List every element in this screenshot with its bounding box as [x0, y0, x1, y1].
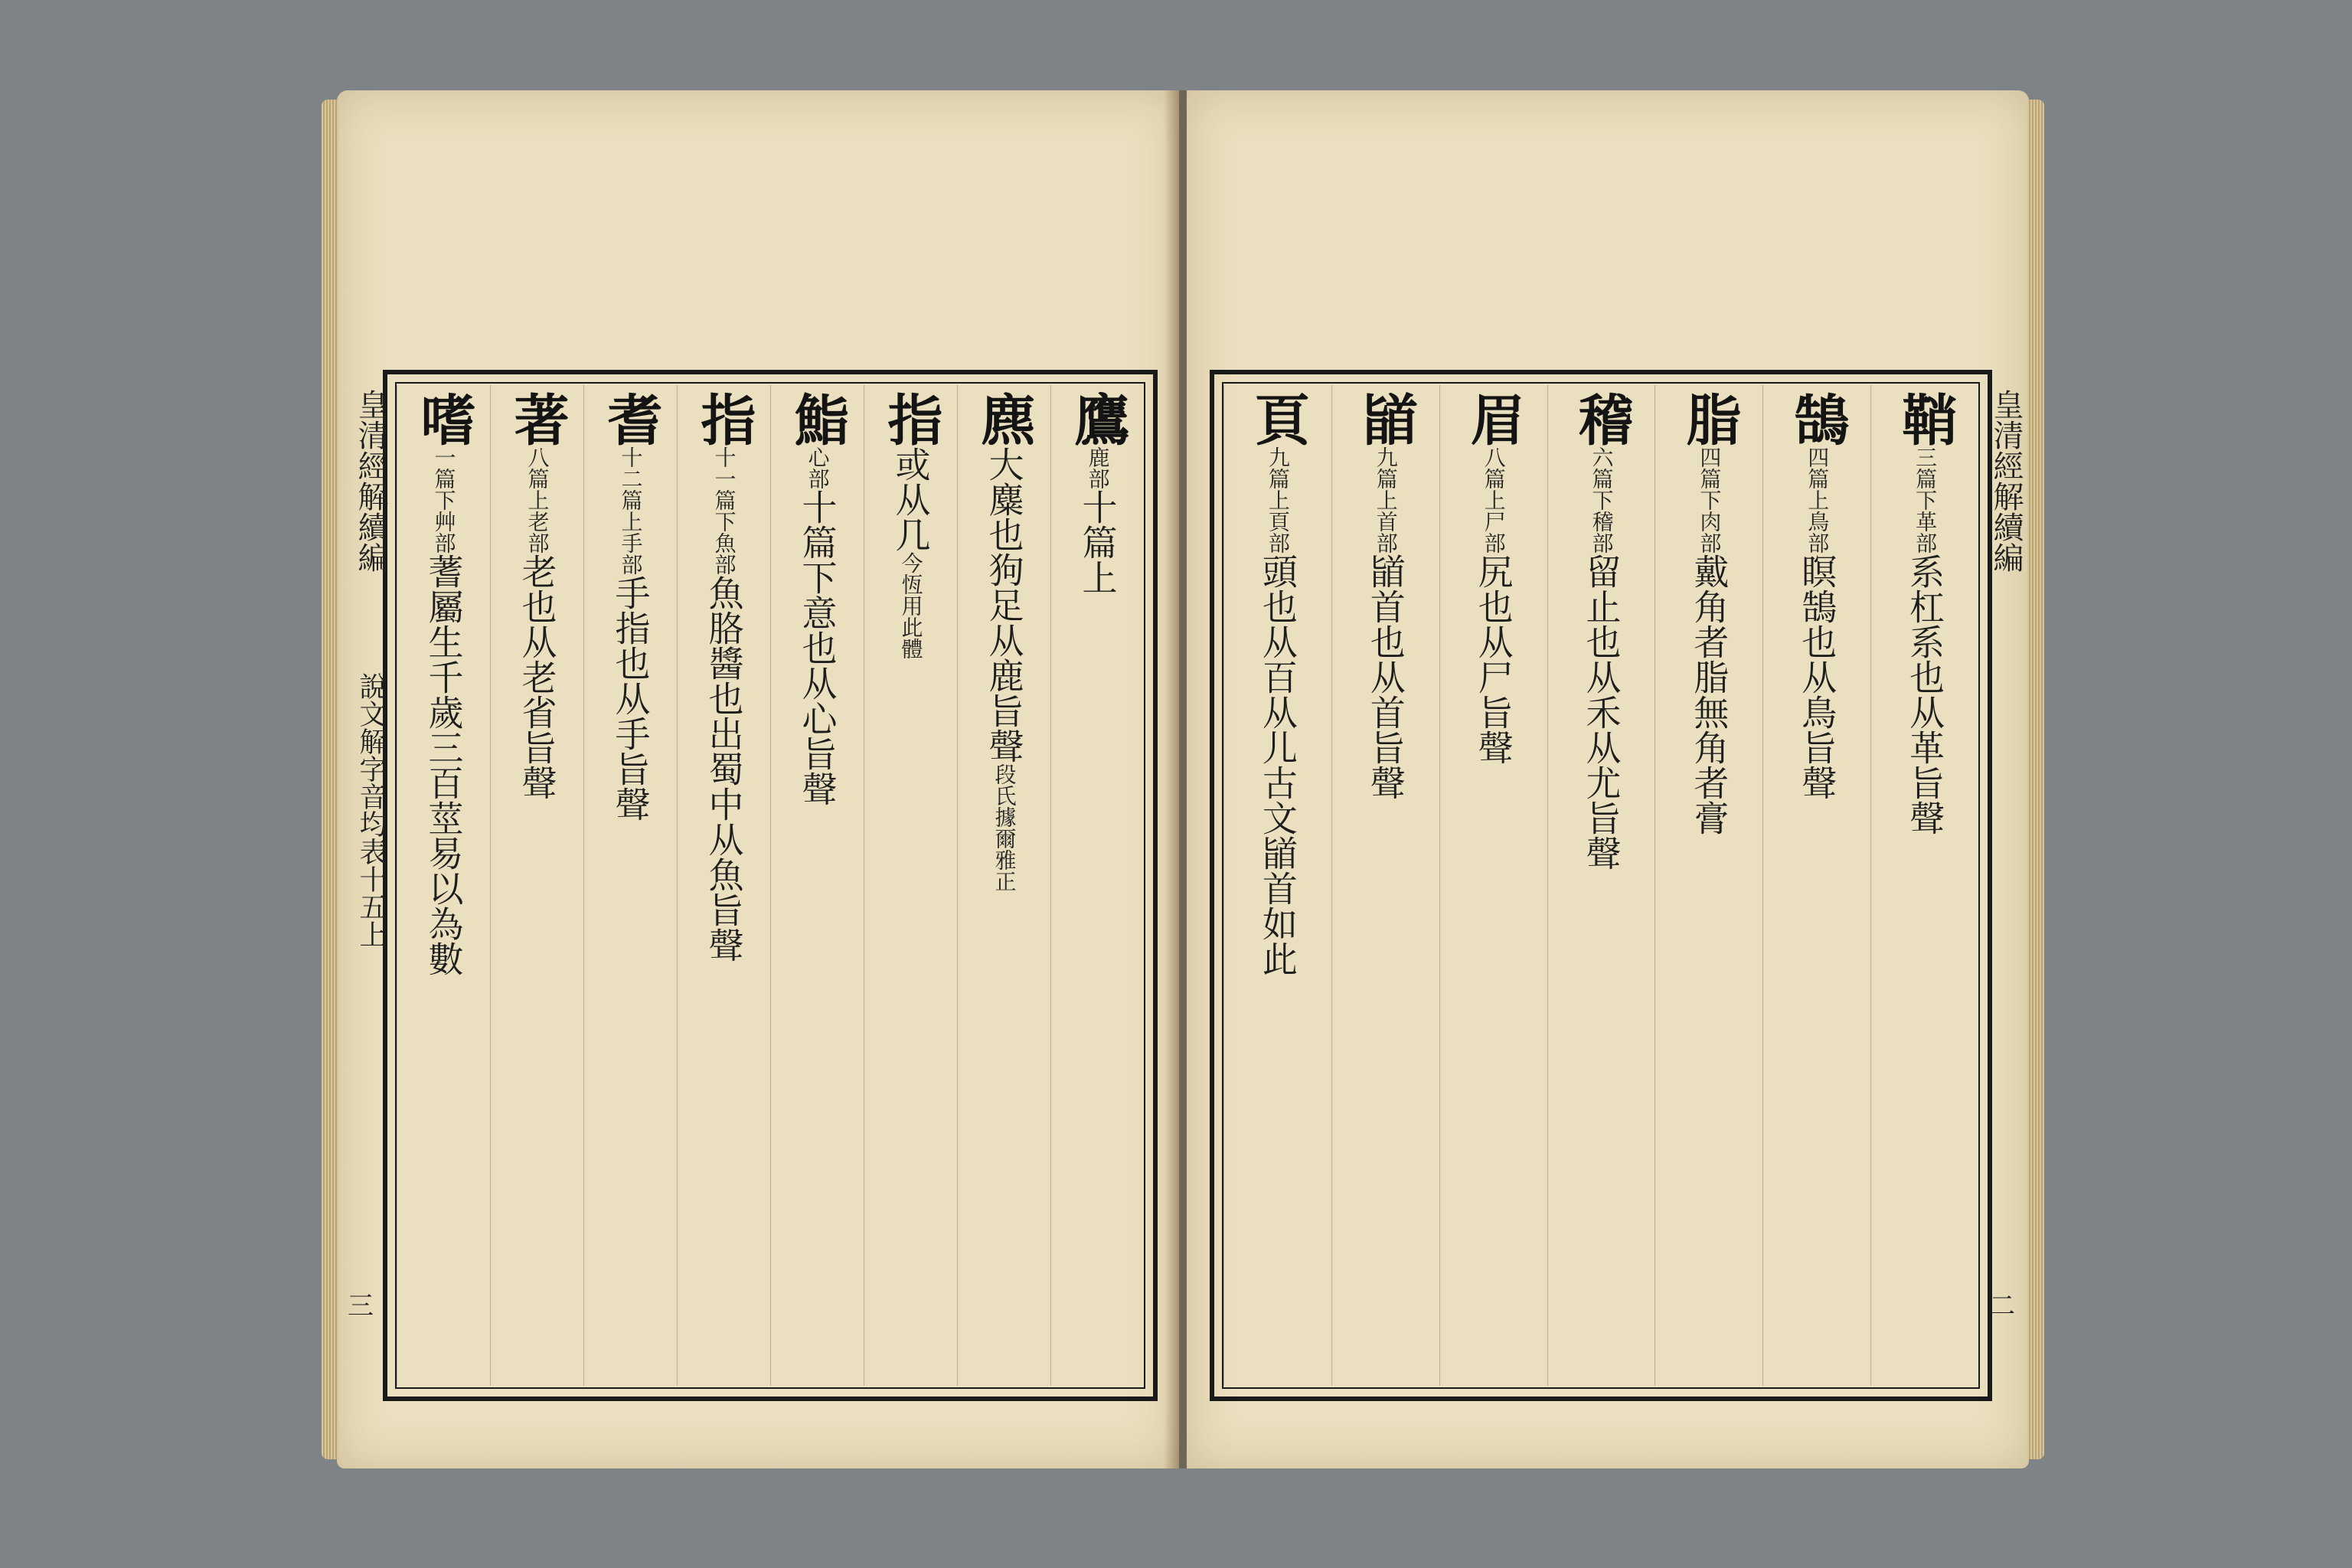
- body-text: 戴角者脂無角者膏: [1688, 554, 1730, 835]
- right-margin-title: 皇清經解續編: [1988, 389, 2024, 573]
- left-column: [770, 385, 864, 1386]
- left-column: [677, 385, 770, 1386]
- right-column: [1547, 385, 1655, 1386]
- left-column: [490, 385, 583, 1386]
- body-text: 尻也从尸旨聲: [1472, 554, 1514, 765]
- right-column: [1870, 385, 1978, 1386]
- body-text: 手指也从手旨聲: [609, 575, 652, 822]
- head-character: 嗜: [411, 391, 477, 446]
- right-page-number: 二: [1989, 1291, 2015, 1321]
- left-page: [337, 90, 1179, 1468]
- left-column: [864, 385, 957, 1386]
- head-character: 麃: [972, 391, 1037, 446]
- head-character: 脂: [1677, 391, 1743, 446]
- note-text: 心部: [805, 446, 831, 489]
- right-columns: [1223, 385, 1978, 1386]
- head-character: 稽: [1569, 391, 1635, 446]
- right-text-frame: [1210, 370, 1992, 1401]
- left-column: [957, 385, 1050, 1386]
- open-book: [337, 90, 2029, 1468]
- note-text: 今恆用此體: [898, 552, 924, 659]
- body-text: 蓍屬生千歲三百莖易以為數: [423, 554, 465, 976]
- note-text: 段氏據爾雅正: [991, 763, 1018, 892]
- note-text: 四篇下肉部: [1697, 446, 1723, 554]
- page-edge-left: [322, 100, 338, 1459]
- head-character: 著: [505, 391, 570, 446]
- note-text: 八篇上尸部: [1481, 446, 1507, 554]
- note-text: 鹿部: [1085, 446, 1111, 489]
- note-text: 八篇上老部: [524, 446, 550, 554]
- head-character: 指: [691, 391, 757, 446]
- body-text: 或从几: [890, 446, 932, 552]
- left-column: [1050, 385, 1144, 1386]
- body-text: 瞑鵠也从鳥旨聲: [1796, 554, 1838, 800]
- body-text: 老也从老省旨聲: [516, 554, 558, 800]
- left-column: [397, 385, 490, 1386]
- head-character: 鮨: [785, 391, 851, 446]
- note-text: 一篇下艸部: [431, 446, 457, 554]
- left-margin-subtitle: 說文解字音均表十五上: [355, 672, 387, 948]
- right-page: [1187, 90, 2029, 1468]
- note-text: 三篇下革部: [1913, 446, 1939, 554]
- page-edge-right: [2027, 100, 2044, 1459]
- body-text: 系杠系也从革旨聲: [1904, 554, 1946, 835]
- note-text: 九篇上首部: [1373, 446, 1399, 554]
- note-text: 十一篇下魚部: [711, 446, 737, 575]
- head-character: 䭫: [1353, 391, 1419, 446]
- head-character: 眉: [1461, 391, 1527, 446]
- right-column: [1762, 385, 1870, 1386]
- head-character: 鵠: [1785, 391, 1851, 446]
- right-column: [1655, 385, 1762, 1386]
- body-text: 十篇上: [1076, 489, 1119, 595]
- left-columns: [397, 385, 1144, 1386]
- body-text: 大麋也狗足从鹿旨聲: [983, 446, 1025, 763]
- right-column: [1223, 385, 1331, 1386]
- body-text: 䭫首也从首旨聲: [1364, 554, 1406, 800]
- head-character: 指: [878, 391, 944, 446]
- right-column: [1331, 385, 1439, 1386]
- note-text: 六篇下稽部: [1589, 446, 1615, 554]
- note-text: 四篇上鳥部: [1805, 446, 1831, 554]
- left-page-number: 三: [348, 1291, 374, 1321]
- left-text-frame: [383, 370, 1158, 1401]
- head-character: 耆: [598, 391, 664, 446]
- left-column: [583, 385, 677, 1386]
- right-column: [1439, 385, 1547, 1386]
- body-text: 留止也从禾从尤旨聲: [1580, 554, 1622, 871]
- body-text: 魚胳醬也出蜀中从魚旨聲: [703, 575, 745, 962]
- head-character: 鞘: [1893, 391, 1958, 446]
- body-text: 頭也从百从儿古文䭫首如此: [1256, 554, 1298, 976]
- note-text: 十二篇上手部: [618, 446, 644, 575]
- note-text: 九篇上頁部: [1265, 446, 1291, 554]
- body-text: 十篇下意也从心旨聲: [796, 489, 838, 806]
- left-margin-title: 皇清經解續編: [353, 389, 388, 573]
- head-character: 頁: [1245, 391, 1311, 446]
- head-character: 鷹: [1065, 391, 1131, 446]
